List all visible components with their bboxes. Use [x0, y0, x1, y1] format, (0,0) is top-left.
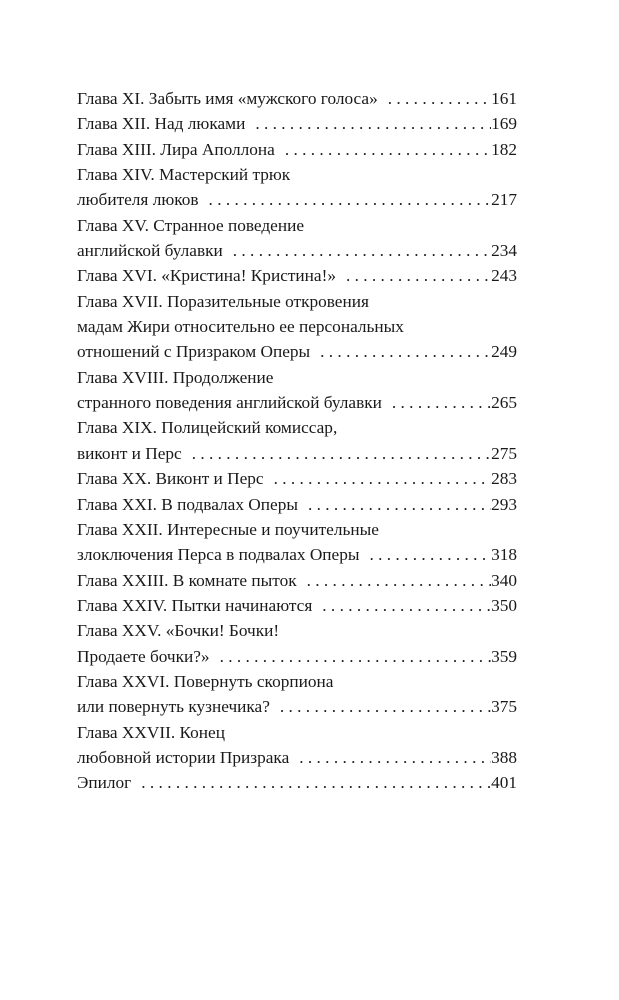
toc-entry-title: Продаете бочки?» [77, 646, 210, 666]
toc-entry-final-line [77, 86, 517, 111]
toc-entry-final-line [77, 593, 517, 618]
toc-entry-title: Эпилог [77, 773, 132, 793]
toc-entry-final-line [77, 745, 517, 770]
toc-entry-title: любителя люков [77, 190, 199, 210]
toc-entry [77, 137, 517, 162]
toc-entry-page-number: 182 [491, 139, 517, 159]
toc-entry-title-line: мадам Жири относительно ее персональных [77, 317, 404, 337]
toc-entry-page-number: 388 [491, 747, 517, 767]
toc-entry-title: виконт и Перс [77, 443, 182, 463]
toc-entry-title: Глава XIII. Лира Аполлона [77, 139, 275, 159]
dot-leader [275, 137, 491, 162]
dot-leader [312, 593, 491, 618]
toc-entry-title: любовной истории Призрака [77, 747, 290, 767]
toc-entry-final-line [77, 492, 517, 517]
dot-leader [182, 441, 491, 466]
toc-entry [77, 517, 517, 568]
dot-leader [223, 238, 491, 263]
toc-entry-final-line [77, 390, 517, 415]
dot-leader [210, 644, 492, 669]
dot-leader [298, 492, 491, 517]
toc-entry-final-line [77, 339, 517, 364]
toc-entry-title-line: Глава XXVI. Повернуть скорпиона [77, 671, 334, 691]
toc-entry [77, 415, 517, 466]
toc-entry-page-number: 283 [491, 469, 517, 489]
toc-entry [77, 720, 517, 771]
toc-entry-title: Глава XI. Забыть имя «мужского голоса» [77, 89, 378, 108]
toc-entry-page-number: 169 [491, 114, 517, 134]
toc-entry-title: английской булавки [77, 241, 223, 261]
toc-entry-page-number: 249 [491, 342, 517, 362]
toc-entry-page-number: 340 [491, 570, 517, 590]
toc-entry-final-line [77, 466, 517, 491]
toc-entry-page-number: 318 [491, 545, 517, 565]
toc-entry-final-line [77, 770, 517, 795]
dot-leader [310, 339, 491, 364]
toc-entry-page-number: 275 [491, 443, 517, 463]
toc-entry-title: Глава XXIV. Пытки начинаются [77, 595, 313, 615]
toc-entry-title-line: Глава XXV. «Бочки! Бочки! [77, 621, 280, 641]
toc-entry [77, 213, 517, 264]
dot-leader [264, 466, 491, 491]
toc-entry [77, 618, 517, 669]
dot-leader [270, 694, 491, 719]
toc-entry-title: Глава XXI. В подвалах Оперы [77, 494, 298, 514]
toc-entry-final-line [77, 238, 517, 263]
toc-entry-page-number: 375 [491, 697, 517, 717]
toc-entry-page-number: 401 [491, 773, 517, 793]
dot-leader [289, 745, 491, 770]
toc-entry [77, 365, 517, 416]
toc-entry [77, 770, 517, 795]
toc-entry [77, 289, 517, 365]
toc-entry [77, 162, 517, 213]
dot-leader [378, 86, 491, 111]
dot-leader [382, 390, 491, 415]
toc-entry-title: Глава XX. Виконт и Перс [77, 469, 264, 489]
toc-entry-page-number: 265 [491, 393, 517, 413]
toc-entry-final-line [77, 137, 517, 162]
toc-entry-title: Глава XXIII. В комнате пыток [77, 570, 297, 590]
dot-leader [297, 568, 491, 593]
toc-entry [77, 111, 517, 136]
toc-entry-title: Глава XII. Над люками [77, 114, 246, 134]
toc-entry-page-number: 350 [491, 595, 517, 615]
toc-entry [77, 568, 517, 593]
toc-entry-final-line [77, 542, 517, 567]
toc-entry [77, 86, 517, 111]
toc-entry-page-number: 243 [491, 266, 517, 286]
toc-entry-page-number: 161 [491, 89, 517, 108]
toc-entry-page-number: 359 [491, 646, 517, 666]
toc-entry [77, 593, 517, 618]
toc-entry-title: Глава XVI. «Кристина! Кристина!» [77, 266, 336, 286]
toc-entry-final-line [77, 568, 517, 593]
toc-entry-page-number: 234 [491, 241, 517, 261]
toc-entry-final-line [77, 441, 517, 466]
toc-entry [77, 492, 517, 517]
toc-entry-title-line: Глава XXVII. Конец [77, 722, 225, 742]
toc-entry-title: странного поведения английской булавки [77, 393, 382, 413]
toc-entry [77, 669, 517, 720]
toc-entry-title: злоключения Перса в подвалах Оперы [77, 545, 360, 565]
toc-entry-final-line [77, 263, 517, 288]
toc-entry-title-line: Глава XVII. Поразительные откровения [77, 291, 369, 311]
dot-leader [199, 187, 492, 212]
toc-entry-title: или повернуть кузнечика? [77, 697, 270, 717]
toc-entry-title-line: Глава XIX. Полицейский комиссар, [77, 418, 338, 438]
table-of-contents [77, 86, 517, 796]
toc-entry-final-line [77, 694, 517, 719]
dot-leader [131, 770, 491, 795]
toc-entry [77, 263, 517, 288]
toc-entry-final-line [77, 187, 517, 212]
dot-leader [245, 111, 491, 136]
toc-entry-title-line: Глава XIV. Мастерский трюк [77, 165, 291, 185]
toc-entry [77, 466, 517, 491]
toc-entry-page-number: 293 [491, 494, 517, 514]
dot-leader [336, 263, 491, 288]
toc-entry-title: отношений с Призраком Оперы [77, 342, 311, 362]
toc-entry-title-line: Глава XVIII. Продолжение [77, 367, 274, 387]
toc-entry-title-line: Глава XV. Странное поведение [77, 215, 305, 235]
toc-entry-title-line: Глава XXII. Интересные и поучительные [77, 519, 379, 539]
dot-leader [359, 542, 491, 567]
toc-entry-final-line [77, 644, 517, 669]
toc-entry-final-line [77, 111, 517, 136]
toc-entry-page-number: 217 [491, 190, 517, 210]
